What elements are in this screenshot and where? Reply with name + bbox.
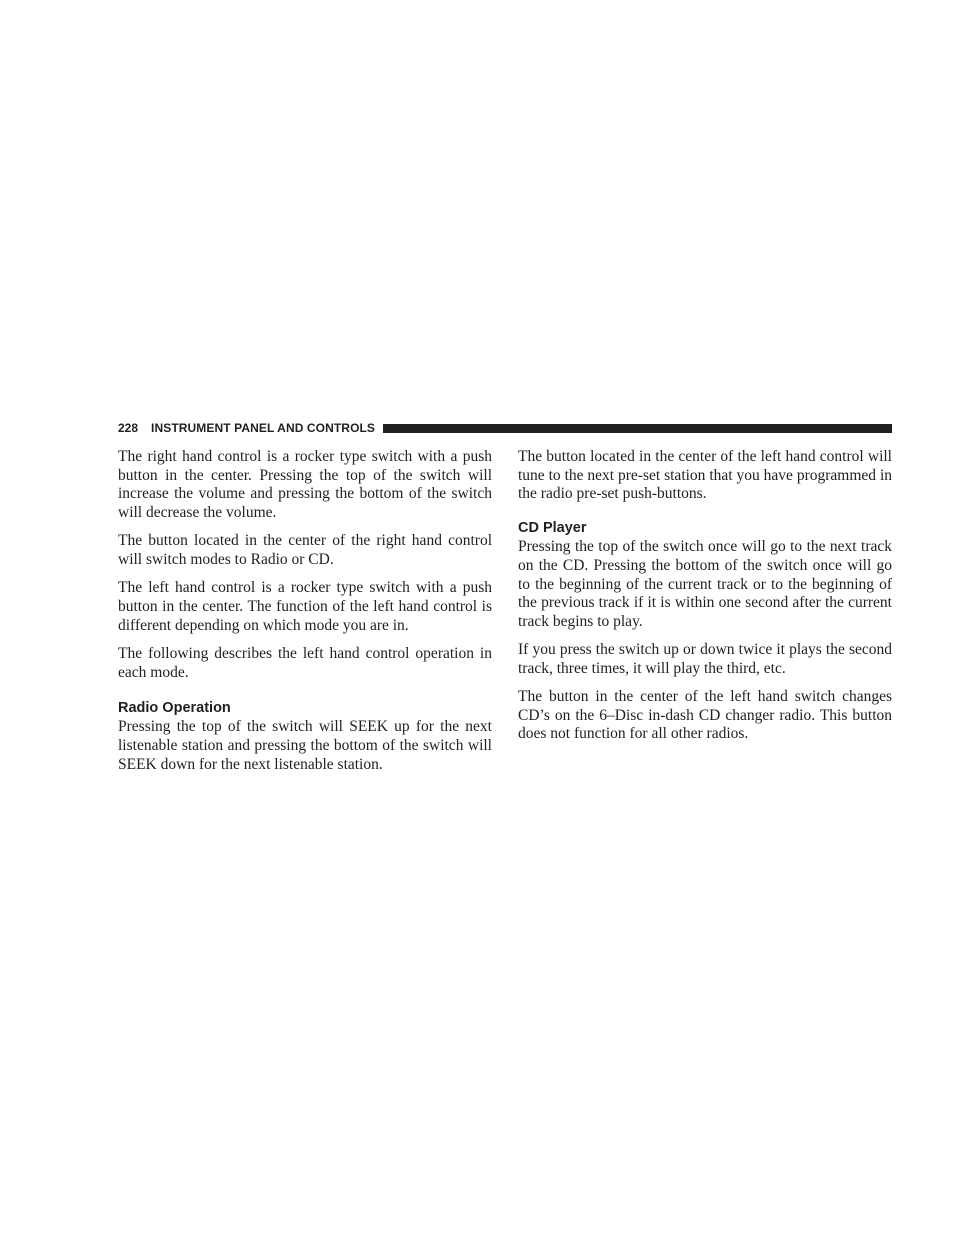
left-column <box>118 448 492 784</box>
paragraph-preset-station: The button located in the center of the left hand control will tune to the next pre-set station that you have programmed in the radio pre-set push-buttons. <box>518 448 892 503</box>
right-column <box>518 448 892 754</box>
paragraph-right-control-volume: The right hand control is a rocker type switch with a push button in the center. Pressing the top of the switch will increase the volume and pressing the bottom of the switch will decrease the volume. <box>118 448 492 522</box>
paragraph-left-control-intro: The following describes the left hand control operation in each mode. <box>118 644 492 681</box>
paragraph-cd-multi-press: If you press the switch up or down twice it plays the second track, three times, it will play the third, etc. <box>518 641 892 677</box>
paragraph-right-control-mode: The button located in the center of the right hand control will switch modes to Radio or CD. <box>118 532 492 569</box>
heading-radio-operation: Radio Operation <box>118 700 231 717</box>
section-title: INSTRUMENT PANEL AND CONTROLS <box>151 421 376 435</box>
paragraph-cd-track-skip: Pressing the top of the switch once will go to the next track on the CD. Pressing the bottom of the switch once will go to the beginning of the current track or to the beginning of the previous track if it is within one second after the current track begins to play. <box>518 538 892 630</box>
page-number: 228 <box>118 421 139 435</box>
page-header <box>118 419 892 437</box>
paragraph-left-control-description: The left hand control is a rocker type switch with a push button in the center. The function of the left hand control is different depending on which mode you are in. <box>118 579 492 634</box>
paragraph-radio-operation: Pressing the top of the switch will SEEK up for the next listenable station and pressing the bottom of the switch will SEEK down for the next listenable station. <box>118 718 492 773</box>
heading-cd-player: CD Player <box>518 520 587 537</box>
header-rule <box>383 424 892 433</box>
paragraph-cd-changer: The button in the center of the left hand switch changes CD’s on the 6–Disc in-dash CD changer radio. This button does not function for all other radios. <box>518 688 892 743</box>
